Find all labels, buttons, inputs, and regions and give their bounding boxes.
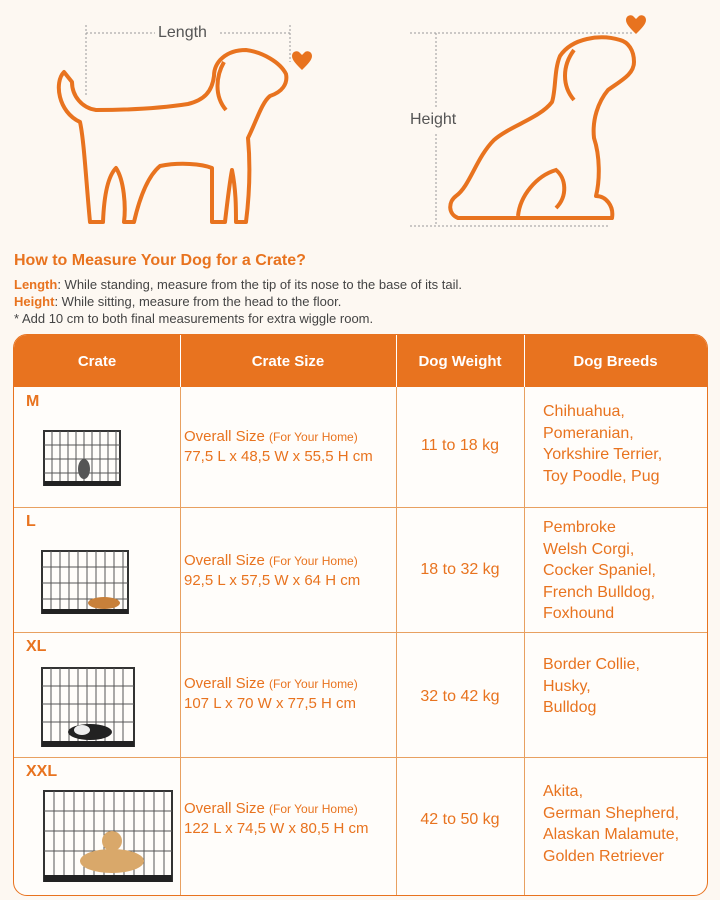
breed-item: Yorkshire Terrier,: [543, 446, 663, 463]
dog-breeds: [543, 654, 640, 719]
size-label: Overall Size: [184, 552, 265, 569]
header-dog-breeds: Dog Breeds: [573, 352, 658, 370]
breed-item: Pomeranian,: [543, 424, 634, 442]
size-label: Overall Size: [184, 675, 265, 692]
sitting-dog-outline: [450, 37, 634, 218]
table-row: [14, 632, 707, 757]
crate-code: L: [26, 513, 36, 530]
table-row: [14, 387, 707, 507]
crate-code: M: [26, 393, 40, 410]
crate-size-text: [184, 427, 373, 467]
table-row: [14, 507, 707, 632]
breed-item: German Shepherd,: [543, 804, 680, 822]
length-term: Length: [14, 277, 58, 292]
size-suffix: (For Your Home): [269, 802, 358, 816]
crate-image: [42, 787, 174, 887]
crate-dimensions: 92,5 L x 57,5 W x 64 H cm: [184, 572, 361, 589]
size-suffix: (For Your Home): [269, 677, 358, 691]
size-label: Overall Size: [184, 428, 265, 445]
breed-item: Akita,: [543, 783, 584, 800]
breed-item: Foxhound: [543, 605, 615, 622]
measurement-diagram: [0, 0, 720, 245]
table-header: [14, 335, 707, 387]
heart-icon: [292, 51, 312, 70]
crate-code: XL: [26, 638, 47, 655]
dog-breeds: [543, 401, 662, 487]
crate-size-text: [184, 674, 358, 714]
breed-item: Border Collie,: [543, 656, 640, 673]
breed-item: Husky,: [543, 677, 591, 695]
crate-size-table: [13, 334, 708, 896]
dog-weight: 18 to 32 kg: [420, 561, 500, 578]
crate-image: [40, 547, 130, 617]
crate-image: [42, 427, 122, 489]
height-term: Height: [14, 294, 55, 309]
table-row: [14, 757, 707, 895]
crate-image: [40, 664, 136, 750]
breed-item: Toy Poodle, Pug: [543, 467, 660, 485]
crate-dimensions: 122 L x 74,5 W x 80,5 H cm: [184, 820, 369, 837]
crate-size-text: [184, 551, 360, 591]
heart-icon: [626, 15, 646, 34]
header-crate: Crate: [77, 352, 117, 370]
dog-outlines: [0, 0, 720, 245]
breed-item: Golden Retriever: [543, 847, 664, 865]
size-suffix: (For Your Home): [269, 554, 358, 568]
guide-title: How to Measure Your Dog for a Crate?: [14, 252, 306, 269]
size-suffix: (For Your Home): [269, 430, 358, 444]
wiggle-note: * Add 10 cm to both final measurements for extra wiggle room.: [14, 311, 374, 326]
length-note: [14, 276, 462, 293]
breed-item: French Bulldog,: [543, 583, 656, 601]
crate-size-text: [184, 799, 369, 839]
height-text: : While sitting, measure from the head to the floor.: [54, 294, 342, 309]
measurement-notes: [14, 276, 462, 327]
length-text: : While standing, measure from the tip of its nose to the base of its tail.: [57, 277, 462, 292]
dog-weight: 32 to 42 kg: [420, 688, 500, 705]
breed-item: Chihuahua,: [543, 403, 625, 420]
breed-item: Bulldog: [543, 699, 597, 716]
breed-item: Cocker Spaniel,: [543, 562, 656, 579]
dog-breeds: [543, 517, 656, 625]
header-crate-size: Crate Size: [251, 352, 325, 370]
height-label: Height: [410, 111, 457, 128]
crate-dimensions: 107 L x 70 W x 77,5 H cm: [184, 695, 357, 712]
length-label: Length: [158, 24, 207, 41]
standing-dog-outline: [59, 50, 287, 222]
breed-item: Pembroke: [543, 519, 616, 536]
header-dog-weight: Dog Weight: [418, 352, 502, 370]
breed-item: Welsh Corgi,: [543, 540, 635, 558]
crate-code: XXL: [26, 763, 58, 780]
height-note: [14, 293, 462, 310]
crate-dimensions: 77,5 L x 48,5 W x 55,5 H cm: [184, 448, 373, 465]
dog-weight: 42 to 50 kg: [420, 811, 500, 828]
breed-item: Alaskan Malamute,: [543, 826, 680, 843]
dog-breeds: [543, 781, 679, 867]
dog-weight: 11 to 18 kg: [421, 437, 499, 454]
size-label: Overall Size: [184, 800, 265, 817]
